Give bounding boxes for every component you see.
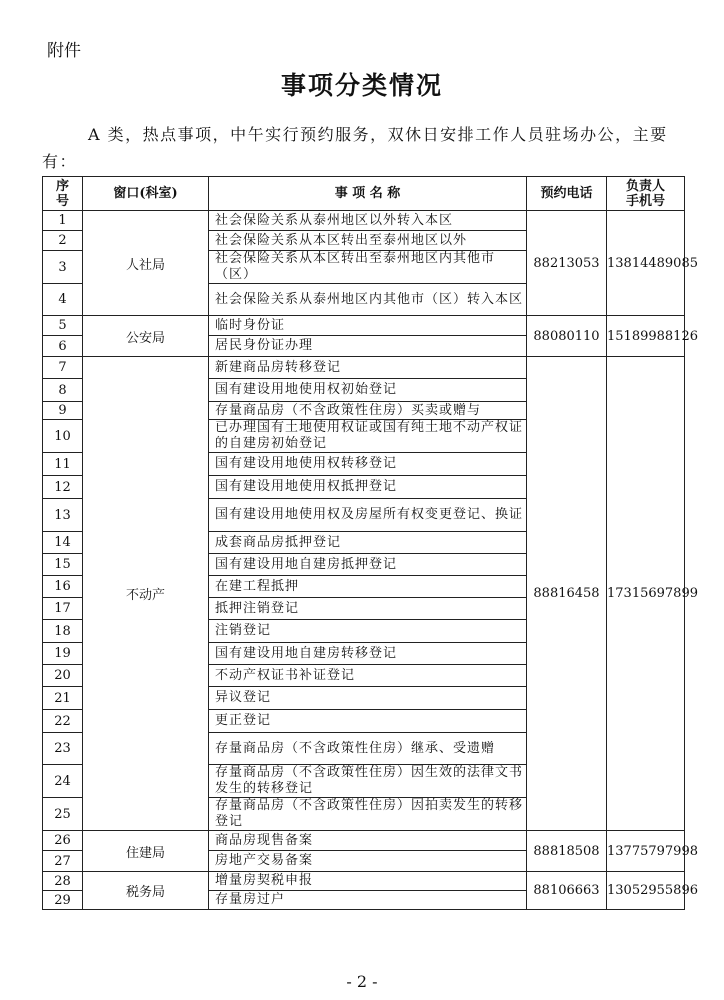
item-name: 国有建设用地自建房转移登记 <box>209 643 527 665</box>
row-seq: 29 <box>43 891 83 910</box>
item-name: 成套商品房抵押登记 <box>209 532 527 554</box>
row-seq: 10 <box>43 420 83 453</box>
table-row <box>43 831 685 851</box>
page-title: 事项分类情况 <box>280 71 443 100</box>
header-seq: 序号 <box>43 177 83 211</box>
row-seq: 28 <box>43 872 83 891</box>
table-body <box>43 211 698 910</box>
item-name: 新建商品房转移登记 <box>209 357 527 379</box>
page-number: - 2 - <box>346 972 378 991</box>
attachment-label: 附件 <box>47 41 81 61</box>
row-seq: 8 <box>43 379 83 402</box>
table-row <box>43 316 685 336</box>
phone-cell: 88213053 <box>527 211 607 316</box>
item-name: 临时身份证 <box>209 316 527 336</box>
item-name: 社会保险关系从本区转出至泰州地区以外 <box>209 231 527 251</box>
intro-paragraph: A 类，热点事项，中午实行预约服务，双休日安排工作人员驻场办公，主要有： <box>42 125 668 171</box>
item-name: 社会保险关系从泰州地区内其他市（区）转入本区 <box>209 284 527 316</box>
item-name: 国有建设用地使用权转移登记 <box>209 453 527 476</box>
row-seq: 11 <box>43 453 83 476</box>
row-seq: 2 <box>43 231 83 251</box>
window-cell: 不动产 <box>83 357 209 831</box>
row-seq: 24 <box>43 765 83 798</box>
item-name: 国有建设用地使用权初始登记 <box>209 379 527 402</box>
header-item: 事 项 名 称 <box>209 177 527 211</box>
row-seq: 18 <box>43 620 83 643</box>
row-seq: 6 <box>43 336 83 357</box>
row-seq: 17 <box>43 598 83 620</box>
item-name: 国有建设用地自建房抵押登记 <box>209 554 527 576</box>
window-cell: 人社局 <box>83 211 209 316</box>
item-name: 国有建设用地使用权抵押登记 <box>209 476 527 499</box>
item-name: 存量商品房（不含政策性住房）买卖或赠与 <box>209 402 527 420</box>
row-seq: 9 <box>43 402 83 420</box>
item-name: 抵押注销登记 <box>209 598 527 620</box>
item-name: 更正登记 <box>209 710 527 733</box>
row-seq: 1 <box>43 211 83 231</box>
table-header-row <box>43 177 685 211</box>
mobile-cell: 15189988126 <box>607 316 685 357</box>
row-seq: 26 <box>43 831 83 851</box>
item-name: 注销登记 <box>209 620 527 643</box>
window-cell: 公安局 <box>83 316 209 357</box>
row-seq: 4 <box>43 284 83 316</box>
row-seq: 15 <box>43 554 83 576</box>
mobile-cell: 17315697899 <box>607 357 685 831</box>
phone-cell: 88106663 <box>527 872 607 910</box>
row-seq: 20 <box>43 665 83 687</box>
window-cell: 住建局 <box>83 831 209 872</box>
phone-cell: 88080110 <box>527 316 607 357</box>
item-name: 存量商品房（不含政策性住房）因拍卖发生的转移登记 <box>209 798 527 831</box>
item-name: 存量房过户 <box>209 891 527 910</box>
header-mobile: 负责人手机号 <box>607 177 685 211</box>
item-name: 不动产权证书补证登记 <box>209 665 527 687</box>
item-name: 社会保险关系从本区转出至泰州地区内其他市（区） <box>209 251 527 284</box>
row-seq: 16 <box>43 576 83 598</box>
row-seq: 7 <box>43 357 83 379</box>
item-name: 社会保险关系从泰州地区以外转入本区 <box>209 211 527 231</box>
phone-cell: 88818508 <box>527 831 607 872</box>
mobile-cell: 13775797998 <box>607 831 685 872</box>
item-name: 在建工程抵押 <box>209 576 527 598</box>
item-name: 已办理国有土地使用权证或国有纯土地不动产权证的自建房初始登记 <box>209 420 527 453</box>
mobile-cell: 13814489085 <box>607 211 685 316</box>
row-seq: 27 <box>43 851 83 872</box>
row-seq: 25 <box>43 798 83 831</box>
window-cell: 税务局 <box>83 872 209 910</box>
table-row <box>43 872 685 891</box>
row-seq: 3 <box>43 251 83 284</box>
items-table <box>42 176 698 910</box>
row-seq: 21 <box>43 687 83 710</box>
mobile-cell: 13052955896 <box>607 872 685 910</box>
table-row <box>43 211 685 231</box>
row-seq: 22 <box>43 710 83 733</box>
item-name: 商品房现售备案 <box>209 831 527 851</box>
item-name: 国有建设用地使用权及房屋所有权变更登记、换证 <box>209 499 527 532</box>
row-seq: 5 <box>43 316 83 336</box>
item-name: 房地产交易备案 <box>209 851 527 872</box>
header-phone: 预约电话 <box>527 177 607 211</box>
row-seq: 14 <box>43 532 83 554</box>
header-window: 窗口(科室) <box>83 177 209 211</box>
row-seq: 13 <box>43 499 83 532</box>
table-row <box>43 357 685 379</box>
item-name: 存量商品房（不含政策性住房）因生效的法律文书发生的转移登记 <box>209 765 527 798</box>
item-name: 增量房契税申报 <box>209 872 527 891</box>
item-name: 异议登记 <box>209 687 527 710</box>
item-name: 存量商品房（不含政策性住房）继承、受遗赠 <box>209 733 527 765</box>
row-seq: 12 <box>43 476 83 499</box>
row-seq: 23 <box>43 733 83 765</box>
row-seq: 19 <box>43 643 83 665</box>
item-name: 居民身份证办理 <box>209 336 527 357</box>
phone-cell: 88816458 <box>527 357 607 831</box>
